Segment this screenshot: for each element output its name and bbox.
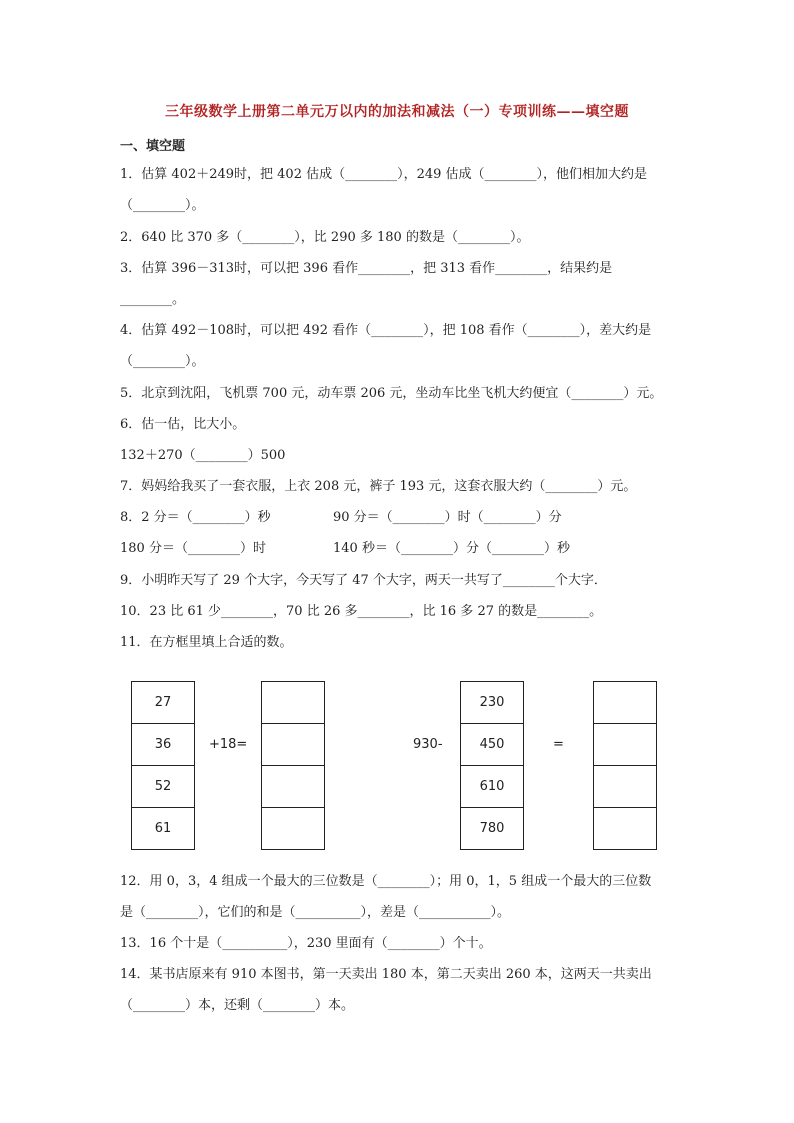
question-11: 11．在方框里填上合适的数。: [120, 635, 293, 650]
question-8-right-2: 140 秒＝（________）分（________）秒: [333, 541, 570, 556]
operator-equals: =: [553, 737, 564, 752]
question-1-line-2: （________）。: [120, 198, 205, 213]
question-12-line-2: 是（________），它们的和是（__________），差是（___________）。: [120, 905, 511, 920]
question-14-line-2: （________）本，还剩（________）本。: [120, 998, 355, 1013]
answer-box[interactable]: [593, 765, 657, 807]
box-cell: 36: [131, 723, 195, 765]
question-8-left-2: 180 分＝（________）时: [120, 541, 266, 556]
box-cell: 61: [131, 807, 195, 850]
question-3-line-1: 3．估算 396－313时，可以把 396 看作________，把 313 看作________，结果约是: [120, 261, 613, 276]
question-6-compare: 132＋270（________）500: [120, 448, 286, 463]
box-cell: 27: [131, 681, 195, 723]
box-column-addends: [131, 681, 195, 850]
answer-box[interactable]: [261, 807, 325, 850]
answer-box[interactable]: [261, 765, 325, 807]
question-4-line-1: 4．估算 492－108时，可以把 492 看作（________），把 108 看作（________），差大约是: [120, 323, 652, 338]
question-13: 13．16 个十是（__________），230 里面有（________）个十。: [120, 936, 492, 951]
box-cell: 230: [460, 681, 524, 723]
question-14-line-1: 14．某书店原来有 910 本图书，第一天卖出 180 本，第二天卖出 260 本，这两天一共卖出: [120, 967, 652, 982]
question-1-line-1: 1．估算 402＋249时，把 402 估成（________），249 估成（________），他们相加大约是: [120, 167, 648, 182]
question-12-line-1: 12．用 0，3，4 组成一个最大的三位数是（________）；用 0，1，5 组成一个最大的三位数: [120, 874, 652, 889]
answer-box[interactable]: [593, 807, 657, 850]
answer-box[interactable]: [593, 681, 657, 723]
question-4-line-2: （________）。: [120, 354, 205, 369]
box-cell: 450: [460, 723, 524, 765]
operator-930-minus: 930-: [413, 737, 443, 752]
box-column-subtrahends: [460, 681, 524, 850]
question-2: 2．640 比 370 多（________），比 290 多 180 的数是（________）。: [120, 230, 530, 245]
section-heading: 一、填空题: [120, 139, 186, 154]
question-9: 9．小明昨天写了 29 个大字，今天写了 47 个大字，两天一共写了________个大字．: [120, 573, 607, 588]
question-3-line-2: ________。: [120, 292, 186, 307]
question-8-left-1: 8．2 分＝（________）秒: [120, 510, 271, 525]
box-cell: 610: [460, 765, 524, 807]
question-6: 6．估一估，比大小。: [120, 417, 246, 432]
question-8-row-2: [120, 541, 570, 557]
answer-box[interactable]: [261, 681, 325, 723]
question-7: 7．妈妈给我买了一套衣服，上衣 208 元，裤子 193 元，这套衣服大约（________）元。: [120, 479, 637, 494]
box-column-differences[interactable]: [593, 681, 657, 850]
answer-box[interactable]: [261, 723, 325, 765]
answer-box[interactable]: [593, 723, 657, 765]
box-cell: 780: [460, 807, 524, 850]
question-8-row-1: [120, 510, 562, 526]
question-10: 10．23 比 61 少________，70 比 26 多________，比 16 多 27 的数是________。: [120, 604, 603, 619]
page-title: 三年级数学上册第二单元万以内的加法和减法（一）专项训练——填空题: [165, 104, 629, 120]
question-8-right-1: 90 分＝（________）时（________）分: [333, 510, 562, 525]
question-5: 5．北京到沈阳，飞机票 700 元，动车票 206 元，坐动车比坐飞机大约便宜（________）元。: [120, 386, 663, 401]
box-column-sums[interactable]: [261, 681, 325, 850]
operator-plus-18: +18=: [209, 737, 248, 752]
box-cell: 52: [131, 765, 195, 807]
